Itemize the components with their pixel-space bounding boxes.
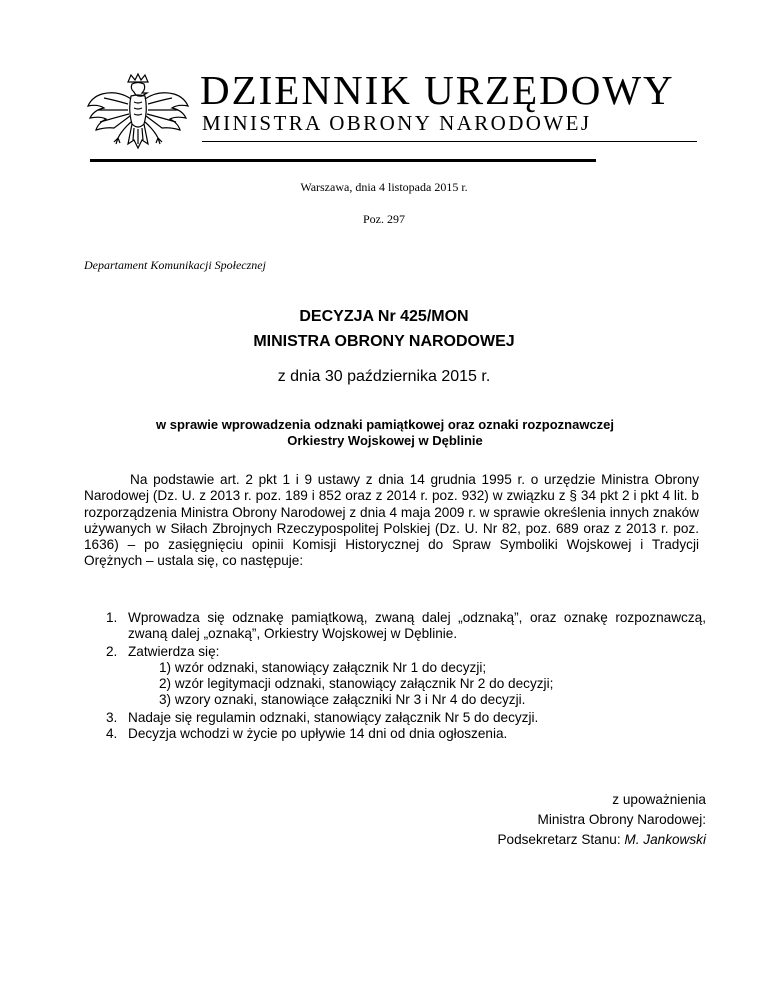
list-item-text: Wprowadza się odznakę pamiątkową, zwaną dalej „odznaką”, oraz oznakę rozpoznawczą, zwaną dalej „oznaką”, Orkiestry Wojskowej w Dęblinie. <box>128 610 706 642</box>
decision-subject <box>90 417 680 449</box>
list-item <box>106 644 706 660</box>
sub-item: 2) wzór legitymacji odznaki, stanowiący załącznik Nr 2 do decyzji; <box>159 676 554 691</box>
signature-on-behalf-of: Ministra Obrony Narodowej: <box>537 812 706 827</box>
decision-date: z dnia 30 października 2015 r. <box>277 368 491 385</box>
decision-number: DECYZJA Nr 425/MON <box>299 308 469 325</box>
list-item <box>106 710 706 726</box>
list-item-text: Decyzja wchodzi w życie po upływie 14 dni od dnia ogłoszenia. <box>128 726 508 741</box>
sub-item: 3) wzory oznaki, stanowiące załączniki Nr 3 i Nr 4 do decyzji. <box>159 692 526 707</box>
list-item-text: Nadaje się regulamin odznaki, stanowiący załącznik Nr 5 do decyzji. <box>128 710 539 725</box>
journal-title: DZIENNIK URZĘDOWY <box>200 67 675 113</box>
decision-issuer: MINISTRA OBRONY NARODOWEJ <box>253 333 515 350</box>
position-number: Poz. 297 <box>363 212 405 226</box>
polish-eagle-emblem-icon <box>84 72 192 172</box>
list-item-number: 3. <box>106 710 118 725</box>
sub-item: 1) wzór odznaki, stanowiący załącznik Nr 1 do decyzji; <box>159 660 487 675</box>
signatory-role: Podsekretarz Stanu: <box>497 832 621 847</box>
legal-basis-paragraph: Na podstawie art. 2 pkt 1 i 9 ustawy z dnia 14 grudnia 1995 r. o urzędzie Ministra Obrony Narodowej (Dz. U. z 2013 r. poz. 189 i 852 oraz z 2014 r. poz. 932) w związku z § 34 pkt 2 i pkt 4 lit. b rozporządzenia Ministra Obrony Narodowej z dnia 4 maja 2009 r. w sprawie określenia innych znaków używanych w Siłach Zbrojnych Rzeczypospolitej Polskiej (Dz. U. Nr 82, poz. 689 oraz z 2013 r. poz. 1636) – po zasięgnięciu opinii Komisji Historycznej do Spraw Symboliki Wojskowej i Tradycji Orężnych – ustala się, co następuje: <box>84 472 699 569</box>
subject-line-1: w sprawie wprowadzenia odznaki pamiątkowej oraz oznaki rozpoznawczej <box>156 417 614 432</box>
list-item <box>106 610 706 643</box>
list-item-text: Zatwierdza się: <box>128 644 220 659</box>
department-name: Departament Komunikacji Społecznej <box>84 258 266 272</box>
masthead-thick-rule <box>90 159 596 162</box>
list-item-number: 4. <box>106 726 118 741</box>
signature-signatory <box>406 832 706 848</box>
signature-authorization: z upoważnienia <box>612 792 706 807</box>
place-and-date: Warszawa, dnia 4 listopada 2015 r. <box>300 180 468 194</box>
list-item <box>106 726 706 742</box>
signatory-name: M. Jankowski <box>624 832 706 847</box>
list-item-number: 2. <box>106 644 118 659</box>
subject-line-2: Orkiestry Wojskowej w Dęblinie <box>287 433 483 448</box>
journal-subtitle: MINISTRA OBRONY NARODOWEJ <box>202 111 592 135</box>
list-item-number: 1. <box>106 610 118 625</box>
masthead-thin-rule <box>202 141 697 142</box>
